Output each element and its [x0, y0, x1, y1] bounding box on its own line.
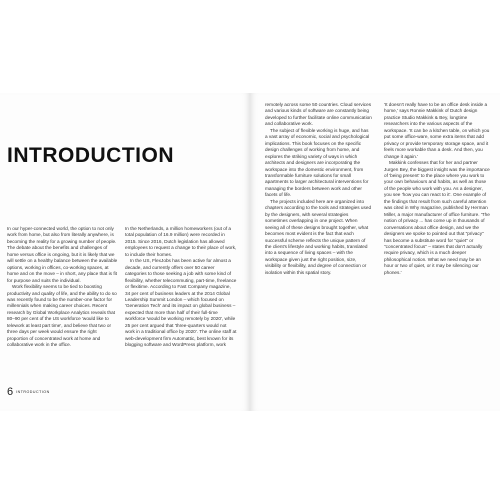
paragraph: The subject of flexible working is huge, and has a vast array of economic, social and psychological implications. This book focuses on the specific design challenges of working from home, and explores the striking variety of ways in which architects and designers are incorporating the workspace into the domestic environment, from transformable furniture solutions for small apartments to larger architectural interventions for managing the borders between work and other facets of life.	[265, 127, 370, 198]
text-column-1	[7, 226, 119, 349]
page-folio	[7, 386, 50, 398]
paragraph: Work flexibility seems to be tied to boosting productivity and quality of life, and the ability to do so was recently found to be the number-one factor for millennials when making career choices. Recent research by Global Workplace Analytics reveals that 80–90 per cent of the US workforce 'would like to telework at least part time', and believe that two or three days per week would ensure the right proportion of concentrated work at home and collaborative work in the office.	[7, 284, 117, 348]
paragraph: The projects included here are organized into chapters according to the tools and strategies used by the designers, with several strategies sometimes overlapping in one project. When seeing all of these designs brought together, what becomes most evident is the fact that each successful scheme reflects the unique pattern of the client's lifestyle and working habits, translated into a sequence of living spaces – with the workspace given just the right position, size, visibility or flexibility, and degree of connection or isolation within this spatial story.	[265, 198, 372, 275]
paragraph: Makkink confesses that for her and partner Jurgen Bey, the biggest insight was the importance of 'being present' to the place where you work to your own behaviours and habits, as well as those of the people who work with you. As a designer, you see 'how you can react to it'. One example of the findings that result from such careful attention was cited in Why magazine, published by Herman Miller, a major manufacturer of office furniture. 'The notion of privacy ... has come up in thousands of conversations about office design, and we the designers we spoke to pointed out that "privacy" has become a substitute word for "quiet" or "concentrated focus" – states that don't actually require privacy, which is a much deeper philosophical notion. What we need may be an hour or two of quiet, or it may be silencing our phones.'	[384, 160, 490, 275]
text-column-4	[384, 102, 490, 276]
text-column-2	[125, 226, 237, 349]
paragraph: In the Netherlands, a million homeworkers (out of a total population of 16.9 million) were recorded in 2015. Since 2016, Dutch legislation has allowed employees to request a change to their place of work, to include their homes.	[125, 226, 237, 257]
paragraph: In the US, FlexJobs has been active for almost a decade, and currently offers over 50 career categories to those seeking a job with some kind of flexibility, whether telecommuting, part-time, freelance or flexitime. According to Fast Company magazine, 34 per cent of business leaders at the 2014 Global Leadership Summit London – which focused on 'Generation Tech' and its impact on global business – expected that more than half of their full-time workforce 'would be working remotely by 2020', while 25 per cent argued that 'three-quarters would not work in a traditional office by 2020'. The online staff at web-development firm Automattic, best known for its blogging software and WordPress platform, work	[125, 258, 237, 348]
running-section: INTRODUCTION	[16, 390, 50, 395]
chapter-title: INTRODUCTION	[7, 144, 174, 167]
page-number: 6	[7, 386, 14, 398]
text-column-3	[265, 102, 372, 276]
paragraph: remotely across some 50 countries. Cloud services and various kinds of software are constantly being developed to further facilitate online communication and collaborative work.	[265, 102, 372, 127]
paragraph: 'It doesn't really have to be an office desk inside a home,' says Ronnie Makkink of Dutch design practice Studio Makkink & Bey, longtime researchers into the various aspects of the workspace. 'It can be a kitchen table, on which you put some office-ware, some extra items that add privacy or provide temporary storage space, and it feels more workable than a desk. And then, you change it again.'	[384, 102, 490, 159]
paragraph: In our hyper-connected world, the option to not only work from home, but also from literally anywhere, is becoming the reality for a growing number of people. The debate about the benefits and challenges of home versus office is ongoing, but it is likely that we will settle on a healthy balance between the available options, working in offices, co-working spaces, at home and on the move – in short, any place that is fit for purpose and suits the individual.	[7, 226, 118, 283]
